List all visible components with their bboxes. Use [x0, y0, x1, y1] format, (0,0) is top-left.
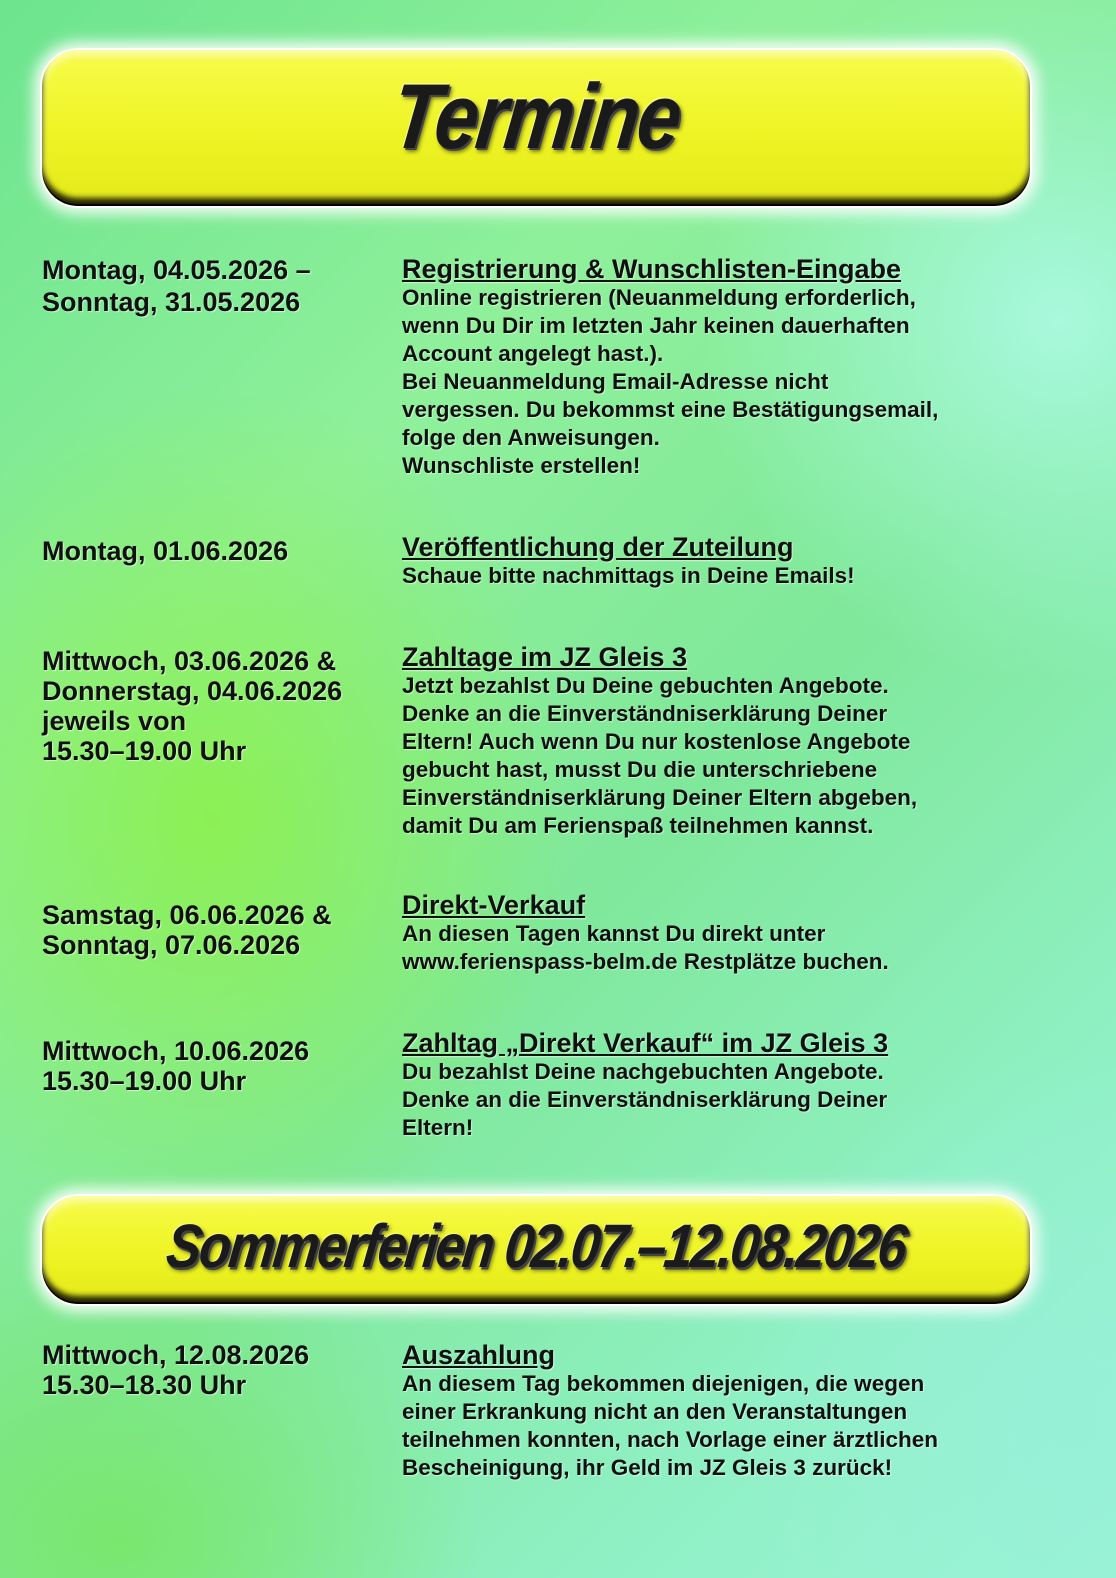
entry-date: Mittwoch, 10.06.2026 15.30–19.00 Uhr	[42, 1036, 310, 1096]
entry-text: Jetzt bezahlst Du Deine gebuchten Angebote. Denke an die Einverständniserklärung Deiner Eltern! Auch wenn Du nur kostenlose Angebote gebucht hast, musst Du die unterschriebene Einverständniserklärung Deiner Eltern abgeben, damit Du am Ferienspaß teilnehmen kannst.	[402, 673, 918, 838]
entry-text: Schaue bitte nachmittags in Deine Emails!	[402, 563, 855, 588]
entry-date: Montag, 04.05.2026 – Sonntag, 31.05.2026	[42, 255, 311, 317]
summer-holidays-title: Sommerferien 02.07.–12.08.2026	[162, 1212, 910, 1282]
entry-info	[402, 254, 1042, 480]
entry-info	[402, 1340, 1042, 1482]
entry-heading: Auszahlung	[402, 1340, 555, 1370]
entry-heading: Direkt-Verkauf	[402, 890, 586, 920]
entry-heading: Zahltage im JZ Gleis 3	[402, 642, 688, 672]
entry-text: Online registrieren (Neuanmeldung erforderlich, wenn Du Dir im letzten Jahr keinen dauerhaften Account angelegt hast.). Bei Neuanmeldung Email-Adresse nicht vergessen. Du bekommst eine Bestätigungsemail, folge den Anweisungen. Wunschliste erstellen!	[402, 285, 939, 478]
entry-info	[402, 642, 1042, 840]
entry-date: Mittwoch, 03.06.2026 & Donnerstag, 04.06.2026 jeweils von 15.30–19.00 Uhr	[42, 646, 343, 766]
entry-heading: Zahltag „Direkt Verkauf“ im JZ Gleis 3	[402, 1028, 889, 1058]
entry-info	[402, 1028, 1042, 1142]
summer-holidays-banner	[40, 1194, 1032, 1306]
entry-info	[402, 890, 1042, 976]
entry-text: An diesem Tag bekommen diejenigen, die wegen einer Erkrankung nicht an den Veranstaltungen teilnehmen konnten, nach Vorlage einer ärztlichen Bescheinigung, ihr Geld im JZ Gleis 3 zurück!	[402, 1371, 938, 1480]
entry-text: Du bezahlst Deine nachgebuchten Angebote. Denke an die Einverständniserklärung Deiner Eltern!	[402, 1059, 888, 1140]
entry-date: Montag, 01.06.2026	[42, 536, 289, 566]
entry-date: Mittwoch, 12.08.2026 15.30–18.30 Uhr	[42, 1340, 310, 1400]
entry-date: Samstag, 06.06.2026 & Sonntag, 07.06.2026	[42, 900, 332, 960]
entry-heading: Registrierung & Wunschlisten-Eingabe	[402, 254, 902, 284]
page-title: Termine	[386, 63, 686, 168]
title-banner	[40, 48, 1032, 208]
entry-text: An diesen Tagen kannst Du direkt unter www.ferienspass-belm.de Restplätze buchen.	[402, 921, 889, 974]
entry-info	[402, 532, 1042, 590]
entry-heading: Veröffentlichung der Zuteilung	[402, 532, 794, 562]
